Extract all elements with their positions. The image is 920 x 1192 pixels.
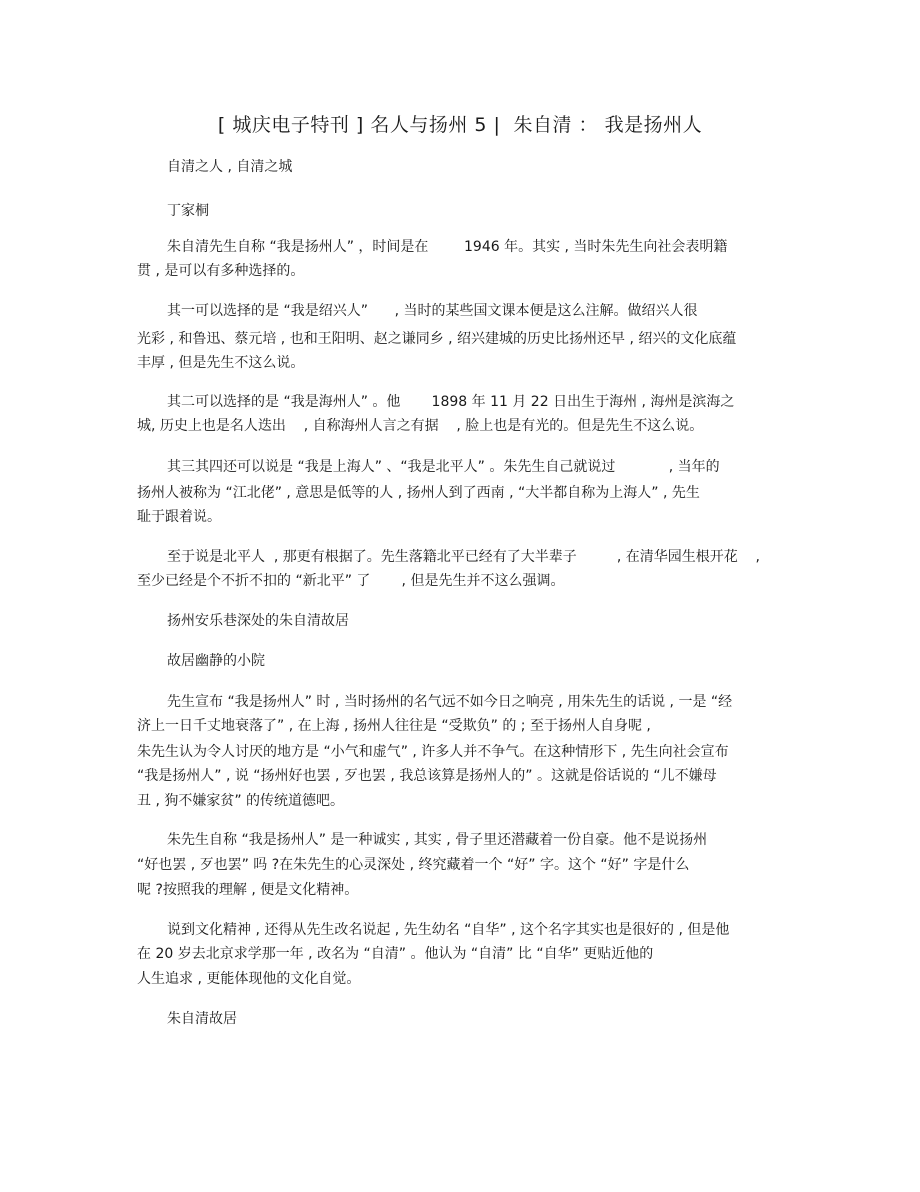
paragraph-line: 至于说是北平人 , 那更有根据了。先生落籍北平已经有了大半辈子 , 在清华园生根开花 , bbox=[167, 549, 761, 565]
paragraph-line: 城, 历史上也是名人迭出 , 自称海州人言之有据 , 脸上也是有光的。但是先生不这么说。 bbox=[137, 418, 704, 434]
paragraph-line: 丰厚 , 但是先生不这么说。 bbox=[137, 355, 305, 371]
paragraph-line: 人生追求 , 更能体现他的文化自觉。 bbox=[137, 971, 361, 987]
paragraph-line: 其二可以选择的是 “我是海州人” 。他 1898 年 11 月 22 日出生于海州 , 海州是滨海之 bbox=[167, 394, 735, 410]
paragraph-line: 贯 , 是可以有多种选择的。 bbox=[137, 263, 305, 279]
paragraph-line: 说到文化精神 , 还得从先生改名说起 , 先生幼名 “自华” , 这个名字其实也是很好的 , 但是他 bbox=[167, 922, 730, 938]
paragraph-line: 光彩 , 和鲁迅、蔡元培 , 也和王阳明、赵之谦同乡 , 绍兴建城的历史比扬州还早 , 绍兴的文化底蕴 bbox=[137, 331, 737, 347]
article-author: 丁家桐 bbox=[167, 203, 209, 219]
article-title: [ 城庆电子特刊 ] 名人与扬州 5 | 朱自清 ： 我是扬州人 bbox=[217, 114, 703, 136]
paragraph-line: 其三其四还可以说是 “我是上海人” 、“我是北平人” 。朱先生自己就说过 , 当年的 bbox=[167, 459, 720, 475]
paragraph-line: 在 20 岁去北京求学那一年 , 改名为 “自清” 。他认为 “自清” 比 “自华” 更贴近他的 bbox=[137, 946, 654, 962]
paragraph-line: 济上一日千丈地衰落了” , 在上海 , 扬州人往往是 “受欺负” 的 ; 至于扬州人自身呢 , bbox=[137, 718, 651, 734]
paragraph-line: 丑 , 狗不嫌家贫” 的传统道德吧。 bbox=[137, 793, 345, 809]
image-caption: 朱自清故居 bbox=[167, 1011, 237, 1027]
paragraph-line: 朱自清先生自称 “我是扬州人” ，时间是在 1946 年。其实 , 当时朱先生向社会表明籍 bbox=[167, 239, 728, 255]
image-caption: 扬州安乐巷深处的朱自清故居 bbox=[167, 613, 349, 629]
paragraph-line: 呢 ?按照我的理解 , 便是文化精神。 bbox=[137, 882, 359, 898]
paragraph-line: 其一可以选择的是 “我是绍兴人” , 当时的某些国文课本便是这么注解。做绍兴人很 bbox=[167, 303, 698, 319]
paragraph-line: “好也罢 , 歹也罢” 吗 ?在朱先生的心灵深处 , 终究藏着一个 “好” 字。这个 “好” 字是什么 bbox=[137, 857, 690, 873]
paragraph-line: 朱先生认为令人讨厌的地方是 “小气和虚气” , 许多人并不争气。在这种情形下 , 先生向社会宣布 bbox=[137, 744, 729, 760]
article-subtitle: 自清之人 , 自清之城 bbox=[167, 159, 293, 175]
paragraph-line: 朱先生自称 “我是扬州人” 是一种诚实 , 其实 , 骨子里还潜藏着一份自豪。他不是说扬州 bbox=[167, 832, 708, 848]
paragraph-line: 至少已经是个不折不扣的 “新北平” 了 , 但是先生并不这么强调。 bbox=[137, 573, 565, 589]
paragraph-line: “我是扬州人” , 说 “扬州好也罢 , 歹也罢 , 我总该算是扬州人的” 。这就是俗话说的 “儿不嫌母 bbox=[137, 768, 717, 784]
image-caption: 故居幽静的小院 bbox=[167, 653, 265, 669]
paragraph-line: 扬州人被称为 “江北佬” , 意思是低等的人 , 扬州人到了西南 , “大半都自称为上海人” , 先生 bbox=[137, 485, 700, 501]
paragraph-line: 先生宣布 “我是扬州人” 时 , 当时扬州的名气远不如今日之响亮 , 用朱先生的话说 , 一是 “经 bbox=[167, 694, 733, 710]
paragraph-line: 耻于跟着说。 bbox=[137, 509, 221, 525]
